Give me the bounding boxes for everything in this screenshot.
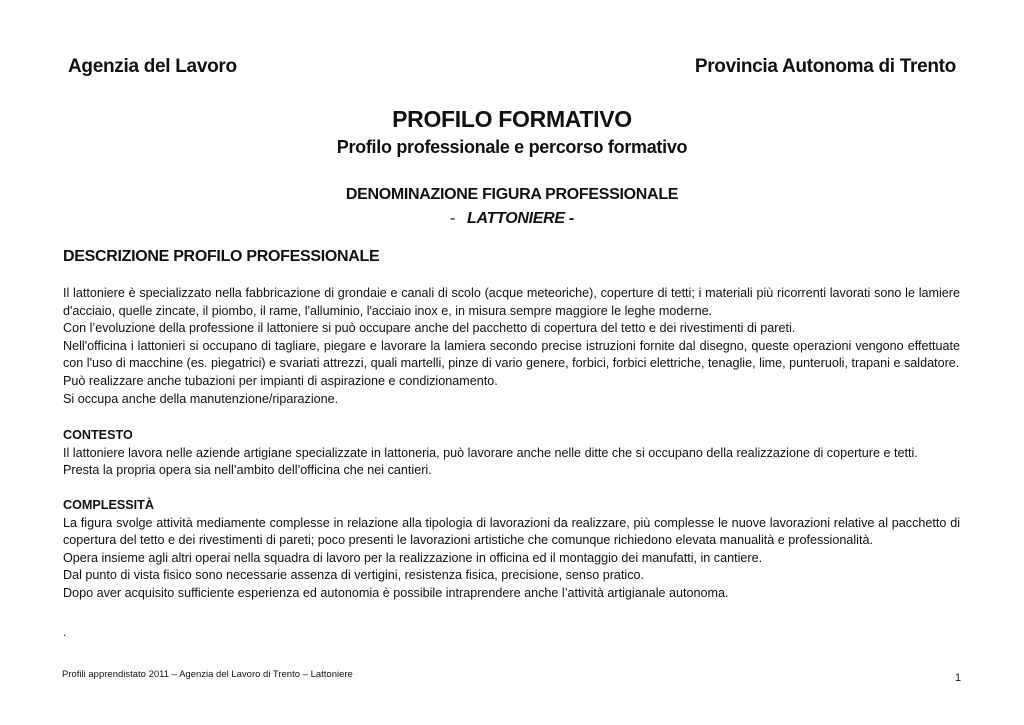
figure-name: LATTONIERE - (467, 210, 574, 227)
descrizione-paragraph: Nell'officina i lattonieri si occupano di tagliare, piegare e lavorare la lamiera secondo precise istruzioni fornite dal disegno, queste operazioni vengono effettuate con l'uso di macchine (es. piegatrici) e svariati attrezzi, quali martelli, pinze di vario genere, forbici, forbici elettriche, tenaglie, lime, punteruoli, trapani e saldatore. (63, 338, 960, 371)
figure-dash: - (450, 210, 456, 227)
descrizione-paragraph: Si occupa anche della manutenzione/riparazione. (63, 391, 339, 406)
header-agency: Agenzia del Lavoro (68, 56, 237, 77)
descrizione-heading: DESCRIZIONE PROFILO PROFESSIONALE (63, 248, 380, 265)
descrizione-paragraph: Con l’evoluzione della professione il lattoniere si può occupare anche del pacchetto di copertura del tetto e dei rivestimenti di pareti. (63, 321, 796, 336)
page-number: 1 (955, 672, 962, 684)
descrizione-section (63, 285, 960, 408)
page-footer: Profili apprendistato 2011 – Agenzia del Lavoro di Trento – Lattoniere (62, 669, 353, 680)
figure-name-line (0, 210, 1024, 228)
complessita-paragraph: La figura svolge attività mediamente complesse in relazione alla tipologia di lavorazioni da realizzare, più complesse le nuove lavorazioni relative al pacchetto di copertura del tetto e dei rivestimenti di pareti; poco presenti le lavorazioni artistiche che comunque richiedono elevata manualità e professionalità. (63, 515, 960, 548)
complessita-section (63, 497, 960, 603)
descrizione-paragraph: Può realizzare anche tubazioni per impianti di aspirazione e condizionamento. (63, 373, 498, 388)
document-title: PROFILO FORMATIVO (392, 106, 632, 132)
complessita-paragraph: Dal punto di vista fisico sono necessarie assenza di vertigini, resistenza fisica, precisione, senso pratico. (63, 568, 644, 583)
page-header (68, 56, 956, 78)
trailing-mark: . (63, 625, 67, 639)
contesto-paragraph: Presta la propria opera sia nell’ambito dell’officina che nei cantieri. (63, 463, 432, 478)
complessita-paragraph: Opera insieme agli altri operai nella squadra di lavoro per la realizzazione in officina ed il montaggio dei manufatti, in cantiere. (63, 550, 763, 565)
contesto-section (63, 427, 960, 480)
header-province: Provincia Autonoma di Trento (694, 56, 956, 77)
contesto-paragraph: Il lattoniere lavora nelle aziende artigiane specializzate in lattoneria, può lavorare anche nelle ditte che si occupano della realizzazione di coperture e tetti. (63, 445, 918, 460)
document-subtitle: Profilo professionale e percorso formativo (336, 137, 688, 157)
complessita-heading: COMPLESSITÀ (63, 498, 154, 512)
contesto-heading: CONTESTO (63, 428, 133, 442)
descrizione-paragraph: Il lattoniere è specializzato nella fabbricazione di grondaie e canali di scolo (acque meteoriche), coperture di tetti; i materiali più ricorrenti lavorati sono le lamiere d'acciaio, quelle zincate, il piombo, il rame, l'alluminio, l'acciaio inox e, in misura sempre maggiore le leghe moderne. (63, 286, 960, 318)
denominazione-label: DENOMINAZIONE FIGURA PROFESSIONALE (345, 186, 679, 203)
complessita-paragraph: Dopo aver acquisito sufficiente esperienza ed autonomia è possibile intraprendere anche l’attività artigianale autonoma. (63, 585, 729, 600)
